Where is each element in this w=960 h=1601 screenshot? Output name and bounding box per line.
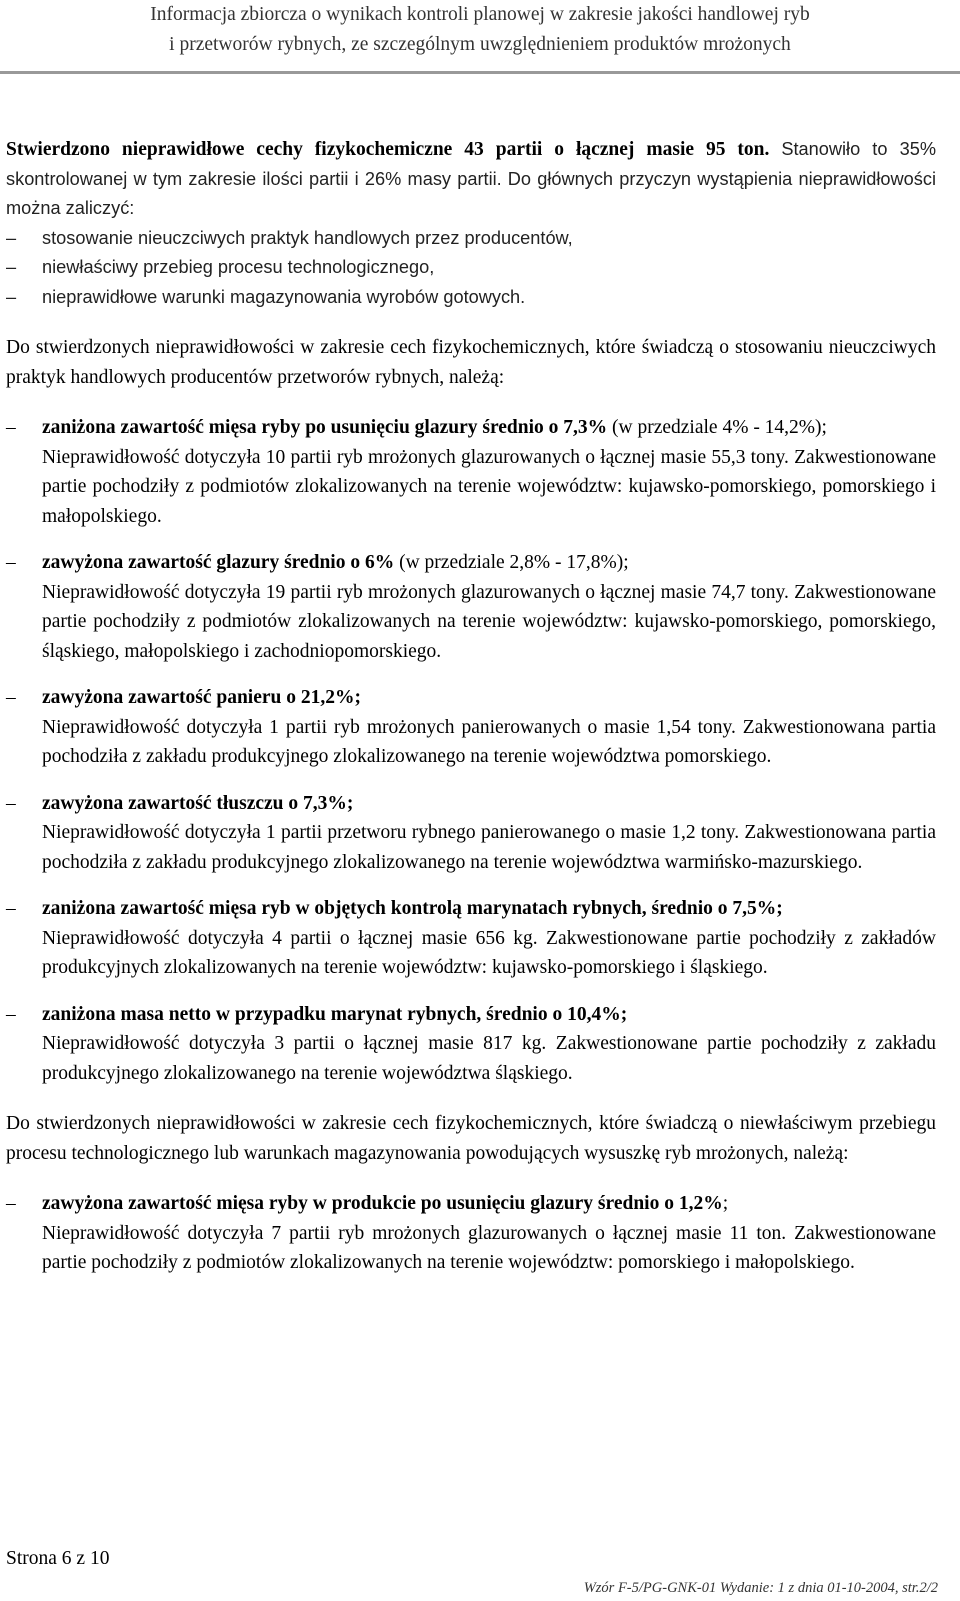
section1-items — [6, 413, 936, 1088]
header-line-1: Informacja zbiorcza o wynikach kontroli planowej w zakresie jakości handlowej ryb — [150, 4, 810, 25]
list-item: – niewłaściwy przebieg procesu technologicznego, — [6, 253, 936, 283]
document-body — [6, 135, 936, 1278]
dash-bullet-icon: – — [6, 286, 17, 307]
dash-bullet-icon: – — [6, 417, 16, 438]
section2-items — [6, 1189, 936, 1278]
section1-lead: Do stwierdzonych nieprawidłowości w zakresie cech fizykochemicznych, które świadczą o stosowaniu nieuczciwych praktyk handlowych producentów przetworów rybnych, należą: — [6, 337, 936, 388]
list-item: – zaniżona zawartość mięsa ryb w objętych kontrolą marynatach rybnych, średnio o 7,5%; Nieprawidłowość dotyczyła 4 partii o łącznej masie 656 kg. Zakwestionowane partie pochodziły z zakładów produkcyjnych zlokalizowanych na terenie województw: kujawsko-pomorskiego i śląskiego. — [6, 894, 936, 983]
list-item: – zawyżona zawartość tłuszczu o 7,3%; Nieprawidłowość dotyczyła 1 partii przetworu rybnego panierowanego o masie 1,2 tony. Zakwestionowana partia pochodziła z zakładu produkcyjnego zlokalizowanego na terenie województwa warmińsko-mazurskiego. — [6, 789, 936, 878]
section2-lead: Do stwierdzonych nieprawidłowości w zakresie cech fizykochemicznych, które świadczą o niewłaściwym przebiegu procesu technologicznego lub warunkach magazynowania powodujących wysuszkę ryb mrożonych, należą: — [6, 1113, 936, 1164]
list-item: – zawyżona zawartość panieru o 21,2%; Nieprawidłowość dotyczyła 1 partii ryb mrożonych panierowanych o masie 1,54 tony. Zakwestionowana partia pochodziła z zakładu produkcyjnego zlokalizowanego na terenie województwa pomorskiego. — [6, 683, 936, 772]
intro-bold: Stwierdzono nieprawidłowe cechy fizykochemiczne 43 partii o łącznej masie 95 ton. — [6, 139, 770, 160]
dash-bullet-icon: – — [6, 687, 16, 708]
page-number: Strona 6 z 10 — [6, 1548, 110, 1569]
dash-bullet-icon: – — [6, 552, 16, 573]
intro-paragraph — [6, 135, 936, 224]
reasons-list — [6, 224, 936, 313]
list-item: – nieprawidłowe warunki magazynowania wyrobów gotowych. — [6, 283, 936, 313]
dash-bullet-icon: – — [6, 792, 16, 814]
intro-line-2: Stanowiło to 35% skontrolowanej w tym zakresie ilości partii i 26% masy partii. — [6, 139, 937, 189]
dash-bullet-icon: – — [6, 898, 16, 919]
header-rule — [0, 71, 960, 74]
dash-bullet-icon: – — [6, 1003, 16, 1025]
form-reference: Wzór F-5/PG-GNK-01 Wydanie: 1 z dnia 01-10-2004, str.2/2 — [583, 1580, 938, 1596]
list-item: – zaniżona masa netto w przypadku marynat rybnych, średnio o 10,4%; Nieprawidłowość dotyczyła 3 partii o łącznej masie 817 kg. Zakwestionowane partie pochodziły z zakładu produkcyjnego zlokalizowanego na terenie województwa śląskiego. — [6, 1000, 936, 1089]
page-header — [0, 0, 960, 60]
list-item: – zaniżona zawartość mięsa ryby po usunięciu glazury średnio o 7,3% (w przedziale 4% - 14,2%); Nieprawidłowość dotyczyła 10 partii ryb mrożonych glazurowanych o łącznej masie 55,3 tony. Zakwestionowane partie pochodziły z podmiotów zlokalizowanych na terenie województw: kujawsko-pomorskiego, pomorskiego i małopolskiego. — [6, 413, 936, 531]
dash-bullet-icon: – — [6, 1193, 16, 1214]
list-item: – zawyżona zawartość mięsa ryby w produkcie po usunięciu glazury średnio o 1,2%; Nieprawidłowość dotyczyła 7 partii ryb mrożonych glazurowanych o łącznej masie 11 ton. Zakwestionowane partie pochodziły z podmiotów zlokalizowanych na terenie województw: pomorskiego i małopolskiego. — [6, 1189, 936, 1278]
dash-bullet-icon: – — [6, 227, 17, 248]
list-item: – stosowanie nieuczciwych praktyk handlowych przez producentów, — [6, 224, 936, 254]
intro-line-2b: Do głównych przyczyn wystąpienia nieprawidłowości można zaliczyć: — [6, 168, 936, 218]
header-line-2: i przetworów rybnych, ze szczególnym uwzględnieniem produktów mrożonych — [169, 34, 791, 55]
list-item: – zawyżona zawartość glazury średnio o 6% (w przedziale 2,8% - 17,8%); Nieprawidłowość dotyczyła 19 partii ryb mrożonych glazurowanych o łącznej masie 74,7 tony. Zakwestionowane partie pochodziły z podmiotów zlokalizowanych na terenie województw: kujawsko-pomorskiego, pomorskiego, śląskiego, małopolskiego i zachodniopomorskiego. — [6, 548, 936, 666]
dash-bullet-icon: – — [6, 257, 17, 277]
